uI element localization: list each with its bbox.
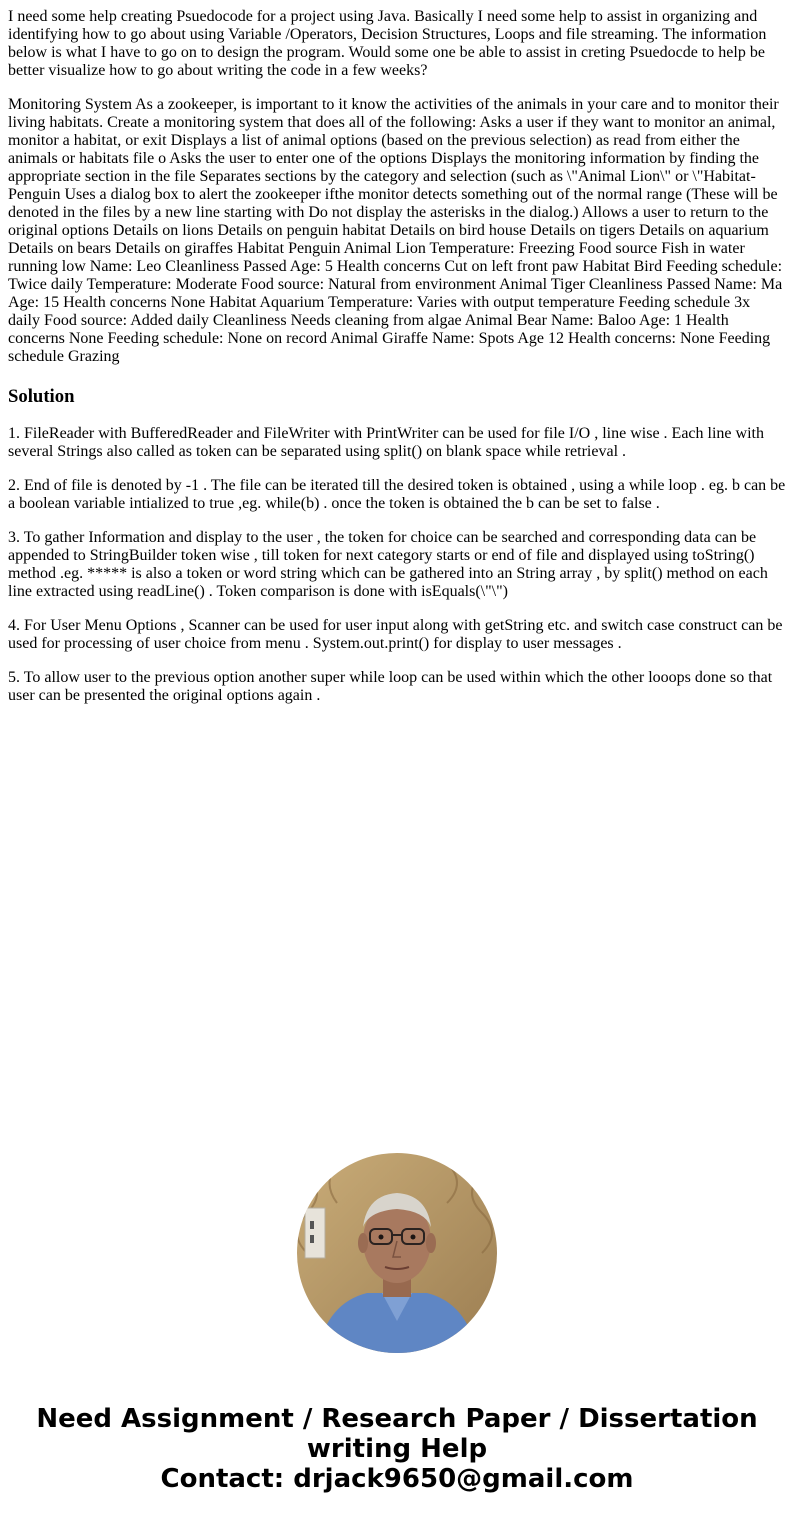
advert-block: [0, 1153, 794, 1494]
page-content: [0, 0, 794, 705]
avatar: [297, 1153, 497, 1353]
solution-step-4: 4. For User Menu Options , Scanner can be used for user input along with getString etc. and switch case construct can be used for processing of user choice from menu . System.out.print() for display to user messages .: [8, 617, 783, 652]
solution-step-1: 1. FileReader with BufferedReader and FileWriter with PrintWriter can be used for file I/O , line wise . Each line with several Strings also called as token can be separated using split() on blank space while retrieval .: [8, 425, 764, 460]
advert-line-2: writing Help: [306, 1434, 488, 1464]
solution-step-3: 3. To gather Information and display to the user , the token for choice can be searched and corresponding data can be appended to StringBuilder token wise , till token for next category starts or end of file and displayed using toString() method .eg. ***** is also a token or word string which can be gathered into an String array , by split() method on each line extracted using readLine() . Token comparison is done with isEquals(\"\"): [8, 529, 768, 600]
advert-line-1: Need Assignment / Research Paper / Dissertation: [36, 1404, 758, 1434]
question-paragraph-1: I need some help creating Psuedocode for a project using Java. Basically I need some help to assist in organizing and identifying how to go about using Variable /Operators, Decision Structures, Loops and file streaming. The information below is what I have to go on to design the program. Would some one be able to assist in creting Psuedocde to help be better visualize how to go about writing the code in a few weeks?: [8, 8, 767, 79]
question-paragraph-2: Monitoring System As a zookeeper, is important to it know the activities of the animals in your care and to monitor their living habitats. Create a monitoring system that does all of the following: Asks a user if they want to monitor an animal, monitor a habitat, or exit Displays a list of animal options (based on the previous selection) as read from either the animals or habitats file o Asks the user to enter one of the options Displays the monitoring information by finding the appropriate section in the file Separates sections by the category and selection (such as \"Animal Lion\" or \"Habitat-Penguin Uses a dialog box to alert the zookeeper ifthe monitor detects something out of the normal range (These will be denoted in the files by a new line starting with Do not display the asterisks in the dialog.) Allows a user to return to the original options Details on lions Details on penguin habitat Details on bird house Details on tigers Details on aquarium Details on bears Details on giraffes Habitat Penguin Animal Lion Temperature: Freezing Food source Fish in water running low Name: Leo Cleanliness Passed Age: 5 Health concerns Cut on left front paw Habitat Bird Feeding schedule: Twice daily Temperature: Moderate Food source: Natural from environment Animal Tiger Cleanliness Passed Name: Ma Age: 15 Health concerns None Habitat Aquarium Temperature: Varies with output temperature Feeding schedule 3x daily Food source: Added daily Cleanliness Needs cleaning from algae Animal Bear Name: Baloo Age: 1 Health concerns None Feeding schedule: None on record Animal Giraffe Name: Spots Age 12 Health concerns: None Feeding schedule Grazing: [8, 96, 783, 365]
avatar-portrait-image: [297, 1153, 497, 1353]
solution-heading: Solution: [8, 386, 75, 407]
solution-step-5: 5. To allow user to the previous option another super while loop can be used within which the other looops done so that user can be presented the original options again .: [8, 669, 773, 704]
solution-step-2: 2. End of file is denoted by -1 . The file can be iterated till the desired token is obtained , using a while loop . eg. b can be a boolean variable intialized to true ,eg. while(b) . once the token is obtained the b can be set to false .: [8, 477, 786, 512]
advert-contact-line: Contact: drjack9650@gmail.com: [160, 1464, 634, 1494]
advert-text: [0, 1404, 794, 1494]
